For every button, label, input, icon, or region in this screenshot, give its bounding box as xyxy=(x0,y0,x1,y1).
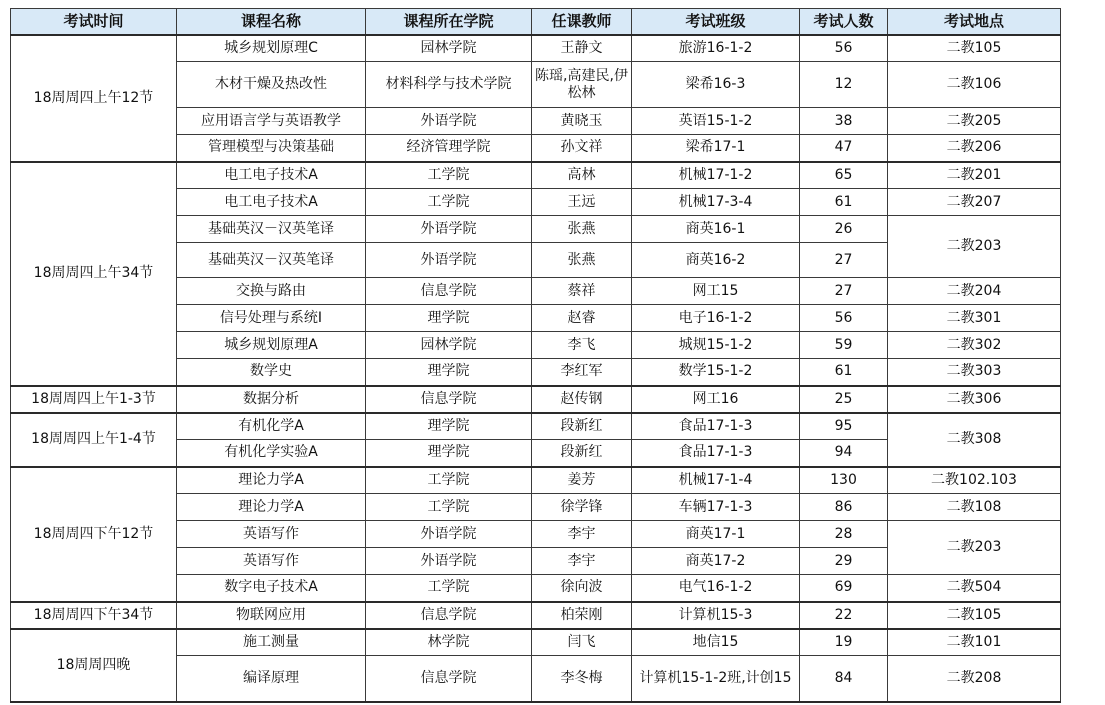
college-cell: 工学院 xyxy=(366,575,532,602)
exam-room-cell: 二教504 xyxy=(888,575,1061,602)
exam-schedule-sheet xyxy=(10,8,1061,703)
college-cell: 信息学院 xyxy=(366,602,532,629)
course-name-cell: 英语写作 xyxy=(177,548,366,575)
exam-count-cell: 65 xyxy=(800,162,888,189)
exam-count-cell: 61 xyxy=(800,359,888,386)
course-name-cell: 施工测量 xyxy=(177,629,366,656)
course-name-cell: 城乡规划原理A xyxy=(177,332,366,359)
exam-room-cell: 二教201 xyxy=(888,162,1061,189)
course-name-cell: 理论力学A xyxy=(177,467,366,494)
teacher-cell: 王远 xyxy=(532,189,632,216)
exam-room-cell: 二教203 xyxy=(888,521,1061,575)
exam-class-cell: 梁希16-3 xyxy=(632,62,800,108)
college-cell: 理学院 xyxy=(366,305,532,332)
exam-room-cell: 二教303 xyxy=(888,359,1061,386)
exam-class-cell: 数学15-1-2 xyxy=(632,359,800,386)
exam-time-cell: 18周周四上午12节 xyxy=(11,35,177,162)
exam-time-cell: 18周周四下午12节 xyxy=(11,467,177,602)
exam-count-cell: 19 xyxy=(800,629,888,656)
teacher-cell: 蔡祥 xyxy=(532,278,632,305)
teacher-cell: 孙文祥 xyxy=(532,135,632,162)
course-name-cell: 数学史 xyxy=(177,359,366,386)
table-row xyxy=(11,413,1061,440)
course-name-cell: 城乡规划原理C xyxy=(177,35,366,62)
table-row xyxy=(11,602,1061,629)
table-row xyxy=(11,386,1061,413)
course-name-cell: 数字电子技术A xyxy=(177,575,366,602)
exam-class-cell: 城规15-1-2 xyxy=(632,332,800,359)
exam-class-cell: 机械17-3-4 xyxy=(632,189,800,216)
table-row xyxy=(11,467,1061,494)
college-cell: 理学院 xyxy=(366,359,532,386)
college-cell: 理学院 xyxy=(366,413,532,440)
college-cell: 信息学院 xyxy=(366,278,532,305)
exam-room-cell: 二教207 xyxy=(888,189,1061,216)
exam-room-cell: 二教205 xyxy=(888,108,1061,135)
exam-class-cell: 网工15 xyxy=(632,278,800,305)
exam-class-cell: 电气16-1-2 xyxy=(632,575,800,602)
teacher-cell: 徐学锋 xyxy=(532,494,632,521)
exam-class-cell: 商英17-2 xyxy=(632,548,800,575)
teacher-cell: 段新红 xyxy=(532,413,632,440)
exam-count-cell: 56 xyxy=(800,305,888,332)
exam-count-cell: 29 xyxy=(800,548,888,575)
table-body xyxy=(11,35,1061,702)
header-exam-time: 考试时间 xyxy=(11,9,177,35)
college-cell: 林学院 xyxy=(366,629,532,656)
exam-class-cell: 车辆17-1-3 xyxy=(632,494,800,521)
teacher-cell: 闫飞 xyxy=(532,629,632,656)
exam-count-cell: 95 xyxy=(800,413,888,440)
exam-count-cell: 22 xyxy=(800,602,888,629)
exam-class-cell: 梁希17-1 xyxy=(632,135,800,162)
exam-count-cell: 94 xyxy=(800,440,888,467)
teacher-cell: 姜芳 xyxy=(532,467,632,494)
header-exam-class: 考试班级 xyxy=(632,9,800,35)
exam-room-cell: 二教306 xyxy=(888,386,1061,413)
college-cell: 园林学院 xyxy=(366,332,532,359)
course-name-cell: 交换与路由 xyxy=(177,278,366,305)
teacher-cell: 徐向波 xyxy=(532,575,632,602)
college-cell: 信息学院 xyxy=(366,656,532,702)
teacher-cell: 赵睿 xyxy=(532,305,632,332)
course-name-cell: 木材干燥及热改性 xyxy=(177,62,366,108)
table-row xyxy=(11,162,1061,189)
exam-count-cell: 56 xyxy=(800,35,888,62)
exam-class-cell: 商英17-1 xyxy=(632,521,800,548)
teacher-cell: 段新红 xyxy=(532,440,632,467)
exam-class-cell: 计算机15-3 xyxy=(632,602,800,629)
exam-schedule-table xyxy=(10,8,1061,703)
header-exam-room: 考试地点 xyxy=(888,9,1061,35)
header-course-name: 课程名称 xyxy=(177,9,366,35)
exam-room-cell: 二教206 xyxy=(888,135,1061,162)
exam-class-cell: 机械17-1-2 xyxy=(632,162,800,189)
exam-room-cell: 二教102.103 xyxy=(888,467,1061,494)
college-cell: 园林学院 xyxy=(366,35,532,62)
exam-time-cell: 18周周四晚 xyxy=(11,629,177,702)
teacher-cell: 王静文 xyxy=(532,35,632,62)
college-cell: 材料科学与技术学院 xyxy=(366,62,532,108)
exam-room-cell: 二教108 xyxy=(888,494,1061,521)
course-name-cell: 物联网应用 xyxy=(177,602,366,629)
exam-class-cell: 电子16-1-2 xyxy=(632,305,800,332)
exam-count-cell: 27 xyxy=(800,243,888,278)
exam-room-cell: 二教208 xyxy=(888,656,1061,702)
exam-count-cell: 12 xyxy=(800,62,888,108)
exam-class-cell: 计算机15-1-2班,计创15 xyxy=(632,656,800,702)
exam-count-cell: 47 xyxy=(800,135,888,162)
exam-count-cell: 61 xyxy=(800,189,888,216)
exam-time-cell: 18周周四上午1-3节 xyxy=(11,386,177,413)
teacher-cell: 黄晓玉 xyxy=(532,108,632,135)
teacher-cell: 李宇 xyxy=(532,548,632,575)
exam-count-cell: 130 xyxy=(800,467,888,494)
exam-class-cell: 地信15 xyxy=(632,629,800,656)
college-cell: 外语学院 xyxy=(366,108,532,135)
course-name-cell: 有机化学A xyxy=(177,413,366,440)
teacher-cell: 李飞 xyxy=(532,332,632,359)
college-cell: 工学院 xyxy=(366,189,532,216)
table-row xyxy=(11,629,1061,656)
college-cell: 理学院 xyxy=(366,440,532,467)
teacher-cell: 陈瑶,高建民,伊松林 xyxy=(532,62,632,108)
teacher-cell: 赵传钢 xyxy=(532,386,632,413)
college-cell: 外语学院 xyxy=(366,243,532,278)
exam-room-cell: 二教308 xyxy=(888,413,1061,467)
exam-count-cell: 27 xyxy=(800,278,888,305)
exam-class-cell: 商英16-2 xyxy=(632,243,800,278)
exam-count-cell: 28 xyxy=(800,521,888,548)
header-row xyxy=(11,9,1061,35)
teacher-cell: 高林 xyxy=(532,162,632,189)
course-name-cell: 编译原理 xyxy=(177,656,366,702)
teacher-cell: 李宇 xyxy=(532,521,632,548)
exam-room-cell: 二教204 xyxy=(888,278,1061,305)
exam-class-cell: 食品17-1-3 xyxy=(632,440,800,467)
college-cell: 经济管理学院 xyxy=(366,135,532,162)
college-cell: 工学院 xyxy=(366,494,532,521)
exam-room-cell: 二教301 xyxy=(888,305,1061,332)
exam-room-cell: 二教302 xyxy=(888,332,1061,359)
exam-time-cell: 18周周四下午34节 xyxy=(11,602,177,629)
teacher-cell: 李红军 xyxy=(532,359,632,386)
teacher-cell: 张燕 xyxy=(532,243,632,278)
header-teacher: 任课教师 xyxy=(532,9,632,35)
exam-room-cell: 二教105 xyxy=(888,35,1061,62)
header-exam-count: 考试人数 xyxy=(800,9,888,35)
course-name-cell: 英语写作 xyxy=(177,521,366,548)
course-name-cell: 应用语言学与英语教学 xyxy=(177,108,366,135)
course-name-cell: 电工电子技术A xyxy=(177,162,366,189)
exam-count-cell: 59 xyxy=(800,332,888,359)
college-cell: 工学院 xyxy=(366,467,532,494)
exam-count-cell: 84 xyxy=(800,656,888,702)
course-name-cell: 管理模型与决策基础 xyxy=(177,135,366,162)
exam-room-cell: 二教203 xyxy=(888,216,1061,278)
course-name-cell: 数据分析 xyxy=(177,386,366,413)
college-cell: 外语学院 xyxy=(366,521,532,548)
course-name-cell: 理论力学A xyxy=(177,494,366,521)
college-cell: 外语学院 xyxy=(366,548,532,575)
teacher-cell: 李冬梅 xyxy=(532,656,632,702)
exam-class-cell: 机械17-1-4 xyxy=(632,467,800,494)
course-name-cell: 基础英汉－汉英笔译 xyxy=(177,243,366,278)
exam-count-cell: 38 xyxy=(800,108,888,135)
course-name-cell: 电工电子技术A xyxy=(177,189,366,216)
exam-room-cell: 二教106 xyxy=(888,62,1061,108)
exam-time-cell: 18周周四上午1-4节 xyxy=(11,413,177,467)
table-row xyxy=(11,35,1061,62)
exam-count-cell: 25 xyxy=(800,386,888,413)
exam-count-cell: 26 xyxy=(800,216,888,243)
college-cell: 工学院 xyxy=(366,162,532,189)
teacher-cell: 柏荣刚 xyxy=(532,602,632,629)
course-name-cell: 有机化学实验A xyxy=(177,440,366,467)
college-cell: 外语学院 xyxy=(366,216,532,243)
exam-count-cell: 69 xyxy=(800,575,888,602)
exam-time-cell: 18周周四上午34节 xyxy=(11,162,177,386)
header-college: 课程所在学院 xyxy=(366,9,532,35)
exam-count-cell: 86 xyxy=(800,494,888,521)
teacher-cell: 张燕 xyxy=(532,216,632,243)
exam-class-cell: 英语15-1-2 xyxy=(632,108,800,135)
exam-room-cell: 二教105 xyxy=(888,602,1061,629)
college-cell: 信息学院 xyxy=(366,386,532,413)
exam-class-cell: 商英16-1 xyxy=(632,216,800,243)
exam-class-cell: 网工16 xyxy=(632,386,800,413)
exam-room-cell: 二教101 xyxy=(888,629,1061,656)
exam-class-cell: 旅游16-1-2 xyxy=(632,35,800,62)
course-name-cell: 基础英汉－汉英笔译 xyxy=(177,216,366,243)
course-name-cell: 信号处理与系统I xyxy=(177,305,366,332)
exam-class-cell: 食品17-1-3 xyxy=(632,413,800,440)
